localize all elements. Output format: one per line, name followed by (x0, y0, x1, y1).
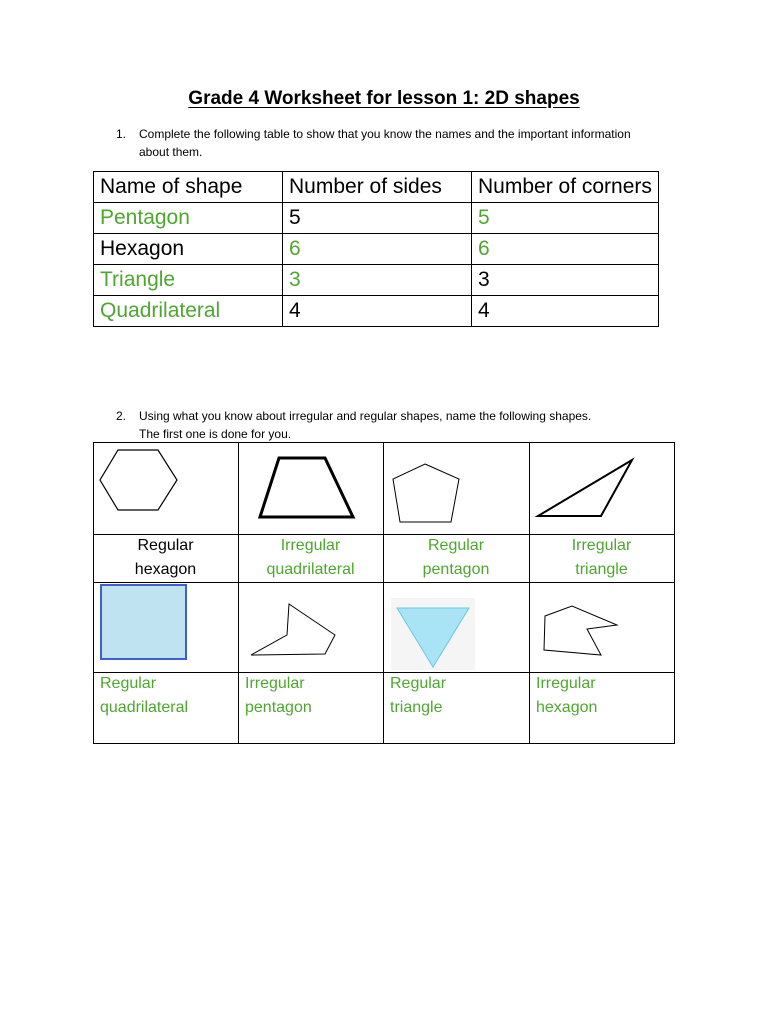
regular-pentagon-icon (383, 442, 529, 534)
table-row (94, 296, 659, 327)
shape-label-line: Regular (137, 537, 194, 554)
table-row (94, 265, 659, 296)
shape-label (100, 672, 236, 720)
shape-label-line: quadrilateral (100, 699, 189, 716)
shape-label (245, 672, 381, 720)
shape-label (383, 534, 529, 582)
grid-line (93, 743, 675, 744)
table-cell: 5 (283, 203, 472, 234)
table-row (94, 203, 659, 234)
table-cell: 6 (283, 234, 472, 265)
scalene-triangle-icon (529, 442, 674, 534)
page-title: Grade 4 Worksheet for lesson 1: 2D shapes (188, 88, 580, 109)
shapes-table (93, 171, 659, 327)
table-cell: 3 (283, 265, 472, 296)
table-cell: 4 (472, 296, 659, 327)
header-cell: Name of shape (94, 172, 283, 203)
shape-label-line: hexagon (134, 561, 197, 578)
header-cell: Number of corners (472, 172, 659, 203)
shape-label-line: Irregular (280, 537, 341, 554)
shape-label-line: quadrilateral (266, 561, 355, 578)
shape-label-line: triangle (575, 561, 628, 578)
shape-label (390, 672, 526, 720)
irregular-pentagon-icon (238, 582, 383, 672)
trapezium-icon (238, 442, 383, 534)
question-number: 2. (116, 409, 127, 423)
table-header-row (94, 172, 659, 203)
question-text-line: The first one is done for you. (139, 427, 292, 441)
regular-hexagon-icon (93, 442, 238, 534)
irregular-hexagon-icon (529, 582, 674, 672)
shape-label (93, 534, 238, 582)
blue-triangle-icon (383, 582, 529, 672)
header-cell: Number of sides (283, 172, 472, 203)
shape-label-line: Irregular (571, 537, 632, 554)
shape-label-line: Regular (390, 675, 447, 692)
shape-label-line: pentagon (245, 699, 312, 716)
shape-label-line: pentagon (422, 561, 490, 578)
blue-square-icon (93, 582, 238, 672)
table-cell: 6 (472, 234, 659, 265)
table-cell: 3 (472, 265, 659, 296)
shape-label-line: Regular (100, 675, 157, 692)
shape-label-line: Regular (427, 537, 485, 554)
shape-label (529, 534, 674, 582)
shape-label-line: Irregular (536, 675, 596, 692)
shapes-grid (93, 442, 675, 744)
table-cell: 5 (472, 203, 659, 234)
shape-label-line: Irregular (245, 675, 305, 692)
table-cell: 4 (283, 296, 472, 327)
table-cell: Hexagon (94, 234, 283, 265)
table-cell: Triangle (94, 265, 283, 296)
question-text (139, 407, 659, 443)
grid-line (674, 442, 675, 744)
shape-label (536, 672, 672, 720)
table-cell: Pentagon (94, 203, 283, 234)
shape-label (238, 534, 383, 582)
question-text-line: Using what you know about irregular and regular shapes, name the following shapes. (139, 409, 592, 423)
shape-label-line: hexagon (536, 699, 598, 716)
question-number: 1. (116, 127, 127, 141)
table-row (94, 234, 659, 265)
question-text: Complete the following table to show that you know the names and the important information about them. (139, 127, 631, 159)
shape-label-line: triangle (390, 699, 443, 716)
table-cell: Quadrilateral (94, 296, 283, 327)
